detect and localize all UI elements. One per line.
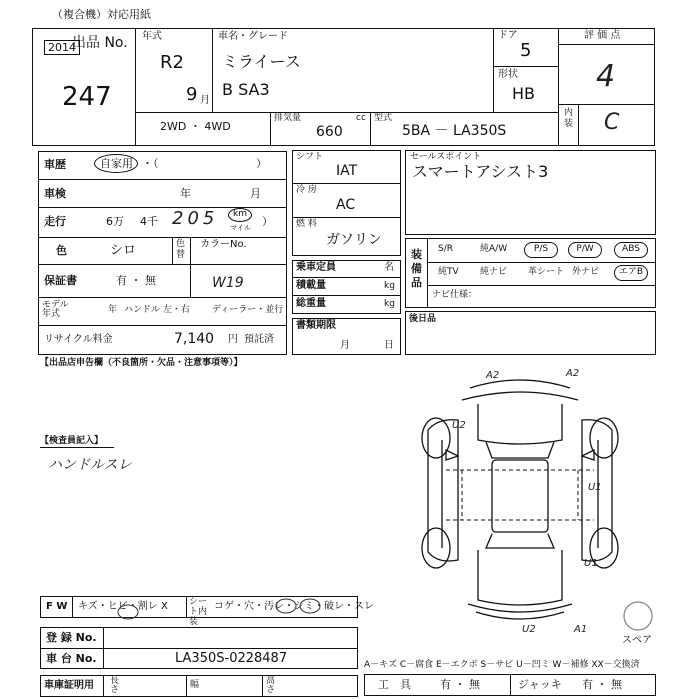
seat-label: シート内装: [189, 597, 208, 627]
equipment-label: 装備品: [411, 248, 422, 289]
mark-a1-rear: A1: [574, 624, 588, 635]
recycle-deposited: 預託済: [244, 334, 274, 345]
history-value: 自家用: [100, 157, 133, 170]
equipment-item-row1-0: S/R: [438, 244, 453, 254]
load-unit: kg: [384, 281, 395, 291]
car-name: ミライース: [222, 52, 301, 71]
history-sep: ・（: [142, 157, 159, 170]
ac-label: 冷 房: [296, 185, 317, 195]
cert-label: 車庫証明用: [44, 680, 94, 691]
color-no-label: カラーNo.: [200, 239, 247, 250]
tools-label: 工 具: [378, 678, 411, 691]
lot-number: 247: [62, 82, 112, 112]
cert-long: 長さ: [110, 676, 120, 695]
recycle-unit: 円: [228, 334, 238, 345]
doors-value: 5: [520, 40, 532, 61]
inspector-label: 【検査員記入】: [40, 436, 104, 446]
model-year-row-dealer: ディーラー・並行: [212, 305, 284, 315]
load-label: 積載量: [296, 280, 326, 291]
inspector-note: ハンドルスレ: [48, 457, 132, 473]
mark-u1-right-1: U1: [588, 482, 602, 493]
navi-label: ナビ仕様：: [432, 290, 478, 300]
equipment-item-row1-4: ABS: [614, 242, 648, 258]
chassis-label: 車 台 No.: [46, 652, 97, 665]
equipment-item-row2-2: 革シート: [528, 267, 565, 277]
inspection-label: 車検: [44, 187, 66, 200]
ac-value: AC: [336, 197, 356, 213]
jack-label: ジャッキ: [518, 678, 562, 691]
mark-a2-front-left: A2: [486, 370, 500, 381]
model-code-label: 型式: [374, 113, 393, 123]
cert-height: 高さ: [266, 676, 276, 695]
car-name-label: 車名・グレード: [218, 31, 288, 42]
chassis-value: LA350S-0228487: [175, 651, 288, 666]
model-year-row-handle: ハンドル 左・右: [124, 305, 190, 315]
sales-point-value: スマートアシスト3: [412, 162, 549, 181]
lot-label: 出品 No.: [72, 35, 128, 51]
tools-value: 有 ・ 無: [440, 678, 480, 691]
sales-point-label: セールスポイント: [410, 152, 482, 162]
equipment-item-row2-0: 純TV: [438, 267, 459, 277]
mileage-label: 走行: [44, 215, 66, 228]
equipment-item-row1-1: 純A/W: [480, 244, 508, 254]
rating-label: 評 価 点: [584, 30, 621, 41]
model-year-month: 9: [186, 84, 198, 105]
mark-u2-rear: U2: [522, 624, 536, 635]
damage-legend: A－キズ C－腐食 E－エクボ S－サビ U－凹ミ W－補修 XX－交換済: [364, 660, 640, 670]
model-year-row-year: 年: [108, 305, 118, 315]
displacement-value: 660: [316, 124, 343, 140]
mileage-handwritten: 205: [172, 208, 219, 229]
fw-label: F W: [46, 601, 68, 612]
equipment-item-row2-1: 純ナビ: [480, 267, 508, 277]
color-no-value: W19: [212, 275, 244, 291]
color-value: シロ: [110, 243, 137, 258]
mark-a2-front-right: A2: [566, 368, 580, 379]
mileage-sen: 4千: [140, 215, 158, 228]
history-label: 車歴: [44, 158, 66, 171]
capacity-label: 乗車定員: [296, 262, 336, 273]
recycle-value: 7,140: [174, 331, 215, 347]
interior-value: C: [604, 110, 620, 135]
mileage-close: ）: [262, 215, 273, 228]
rear-parts-label: 後日品: [409, 314, 437, 324]
registration-label: 登 録 No.: [46, 631, 97, 644]
docs-deadline-month: 月: [340, 340, 350, 351]
spare-label: スペア: [622, 635, 652, 646]
inspection-year: 年: [180, 187, 191, 200]
shift-label: シフト: [296, 152, 324, 162]
jack-value: 有 ・ 無: [582, 678, 622, 691]
model-year-label: 年式: [142, 31, 162, 42]
recycle-label: リサイクル料金: [44, 334, 113, 345]
interior-label: 内装: [564, 108, 574, 129]
capacity-unit: 名: [384, 262, 394, 273]
docs-deadline-label: 書類期限: [296, 320, 336, 331]
mileage-man: 6万: [106, 215, 124, 228]
header-subtitle: （複合機）対応用紙: [52, 8, 151, 21]
displacement-label: 排気量: [274, 113, 302, 123]
drive-text: 2WD ・ 4WD: [160, 120, 231, 133]
history-close: ）: [256, 157, 267, 170]
shift-value: IAT: [336, 163, 358, 179]
fuel-label: 燃 料: [296, 219, 317, 229]
equipment-item-row2-3: 外ナビ: [572, 267, 600, 277]
color-paint-label: 色替: [176, 239, 186, 260]
body-shape-value: HB: [512, 84, 536, 103]
equipment-item-row1-2: P/S: [524, 242, 558, 258]
mark-u2-left: U2: [452, 420, 466, 431]
equipment-item-row1-3: P/W: [568, 242, 602, 258]
warranty-value: 有 ・ 無: [116, 274, 156, 287]
docs-deadline-day: 日: [384, 340, 394, 351]
warranty-label: 保証書: [44, 274, 77, 287]
equipment-item-row2-4: エアB: [614, 265, 648, 281]
model-year-month-unit: 月: [200, 95, 210, 106]
displacement-unit: cc: [356, 113, 366, 123]
mark-u1-right-2: U1: [584, 558, 598, 569]
inspection-month: 月: [250, 187, 261, 200]
fw-items: キズ・ヒビ・割レ X: [78, 601, 168, 612]
color-label: 色: [56, 244, 67, 257]
model-year-row-label: モデル年式: [42, 300, 69, 319]
gross-unit: kg: [384, 299, 395, 309]
fuel-value: ガソリン: [326, 232, 382, 248]
model-year-era: R2: [160, 52, 184, 73]
mileage-unit-mile: マイル: [230, 224, 251, 232]
mileage-unit-km: km: [233, 209, 247, 219]
car-grade: B SA3: [222, 80, 270, 99]
body-shape-label: 形状: [498, 69, 518, 80]
model-code-value: 5BA － LA350S: [402, 123, 507, 139]
rating-score: 4: [596, 59, 616, 94]
cert-width: 幅: [190, 680, 200, 690]
lot-stamp: 2014: [44, 40, 80, 55]
doors-label: ドア: [498, 30, 518, 41]
seat-items: コゲ・穴・汚レ・シミ・破レ・スレ: [214, 601, 374, 612]
gross-label: 総重量: [296, 298, 326, 309]
declaration-label: 【出品店申告欄（不良箇所・欠品・注意事項等）】: [40, 358, 243, 368]
